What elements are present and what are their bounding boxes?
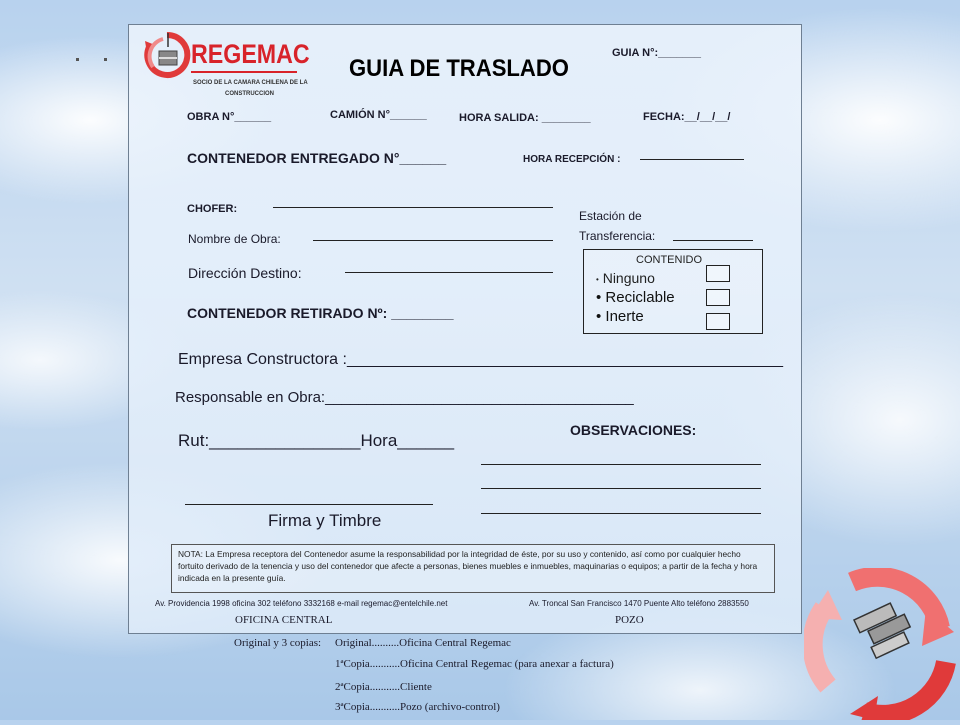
brand-underline bbox=[191, 71, 297, 73]
contenedor-entregado-field[interactable]: CONTENEDOR ENTREGADO N°______ bbox=[187, 150, 447, 166]
nombre-obra-line[interactable] bbox=[313, 240, 553, 241]
camion-number-field[interactable]: CAMIÓN N°______ bbox=[330, 109, 427, 121]
contenedor-retirado-field[interactable]: CONTENEDOR RETIRADO Nº: ________ bbox=[187, 305, 454, 321]
estacion-label: Estación de bbox=[579, 209, 642, 223]
hora-recepcion-label: HORA RECEPCIÓN : bbox=[523, 154, 621, 165]
office-left: OFICINA CENTRAL bbox=[235, 614, 333, 626]
decorative-dot bbox=[76, 58, 79, 61]
hora-recepcion-line[interactable] bbox=[640, 159, 744, 160]
recycle-logo-icon bbox=[143, 31, 191, 81]
address-right: Av. Troncal San Francisco 1470 Puente Alto teléfono 2883550 bbox=[529, 599, 749, 608]
estacion-line[interactable] bbox=[673, 240, 753, 241]
nombre-obra-label: Nombre de Obra: bbox=[188, 232, 281, 246]
guia-form bbox=[128, 24, 802, 634]
rut-hora-field[interactable]: Rut:________________Hora______ bbox=[178, 431, 455, 450]
fecha-field[interactable]: FECHA:__/__/__/ bbox=[643, 111, 731, 123]
chofer-line[interactable] bbox=[273, 207, 553, 208]
estacion-label: Transferencia: bbox=[579, 229, 656, 243]
direccion-destino-line[interactable] bbox=[345, 272, 553, 273]
nota-text: NOTA: La Empresa receptora del Contenedor asume la responsabilidad por la integridad de éste, por su uso y contenido, así como por cualquier hecho fortuito derivado de la tenencia y uso del contenedor que afecte a personas, bienes muebles e inmuebles, maquinarias o equipos; a partir de la fecha y hora indicada en la presente guía. bbox=[178, 549, 758, 583]
office-right: POZO bbox=[615, 614, 644, 626]
brand-tagline: CONSTRUCCION bbox=[225, 91, 274, 97]
option-label: Reciclable bbox=[605, 289, 675, 306]
observaciones-line[interactable] bbox=[481, 464, 761, 465]
observaciones-line[interactable] bbox=[481, 488, 761, 489]
firma-timbre-label: Firma y Timbre bbox=[268, 511, 382, 530]
direccion-destino-label: Dirección Destino: bbox=[188, 265, 302, 281]
firma-line[interactable] bbox=[185, 504, 433, 505]
copy-line: 3ªCopia...........Pozo (archivo-control) bbox=[335, 701, 500, 713]
copy-line: Original..........Oficina Central Regemac bbox=[335, 637, 511, 649]
address-left: Av. Providencia 1998 oficina 302 teléfono 3332168 e-mail regemac@entelchile.net bbox=[155, 599, 448, 608]
recycle-emblem-icon bbox=[804, 568, 958, 720]
copy-line: 1ªCopia...........Oficina Central Regemac (para anexar a factura) bbox=[335, 658, 614, 670]
inerte-checkbox[interactable] bbox=[706, 313, 730, 330]
ninguno-checkbox[interactable] bbox=[706, 265, 730, 282]
observaciones-line[interactable] bbox=[481, 513, 761, 514]
hora-salida-field[interactable]: HORA SALIDA: ________ bbox=[459, 112, 591, 124]
guia-number-field[interactable]: GUIA N°:_______ bbox=[612, 47, 701, 59]
copies-intro: Original y 3 copias: bbox=[234, 637, 322, 649]
brand-tagline: SOCIO DE LA CAMARA CHILENA DE LA bbox=[193, 80, 308, 86]
page-title: GUIA DE TRASLADO bbox=[349, 55, 569, 82]
option-reciclable: • Reciclable bbox=[596, 289, 675, 306]
contenido-title: CONTENIDO bbox=[636, 254, 702, 266]
contenido-box bbox=[583, 249, 763, 334]
decorative-dot bbox=[104, 58, 107, 61]
observaciones-label: OBSERVACIONES: bbox=[570, 422, 697, 438]
reciclable-checkbox[interactable] bbox=[706, 289, 730, 306]
empresa-constructora-field[interactable]: Empresa Constructora :_________________________________________________ bbox=[178, 351, 783, 368]
brand-name: REGEMAC bbox=[191, 39, 310, 69]
nota-box bbox=[171, 544, 775, 593]
option-inerte: • Inerte bbox=[596, 308, 644, 325]
option-label: Ninguno bbox=[602, 270, 655, 286]
copy-line: 2ªCopia...........Cliente bbox=[335, 681, 432, 693]
responsable-obra-field[interactable]: Responsable en Obra:_____________________________________ bbox=[175, 389, 634, 406]
chofer-label: CHOFER: bbox=[187, 203, 238, 215]
option-ninguno: • Ninguno bbox=[596, 270, 655, 286]
obra-number-field[interactable]: OBRA N°______ bbox=[187, 111, 272, 123]
option-label: Inerte bbox=[605, 308, 644, 325]
